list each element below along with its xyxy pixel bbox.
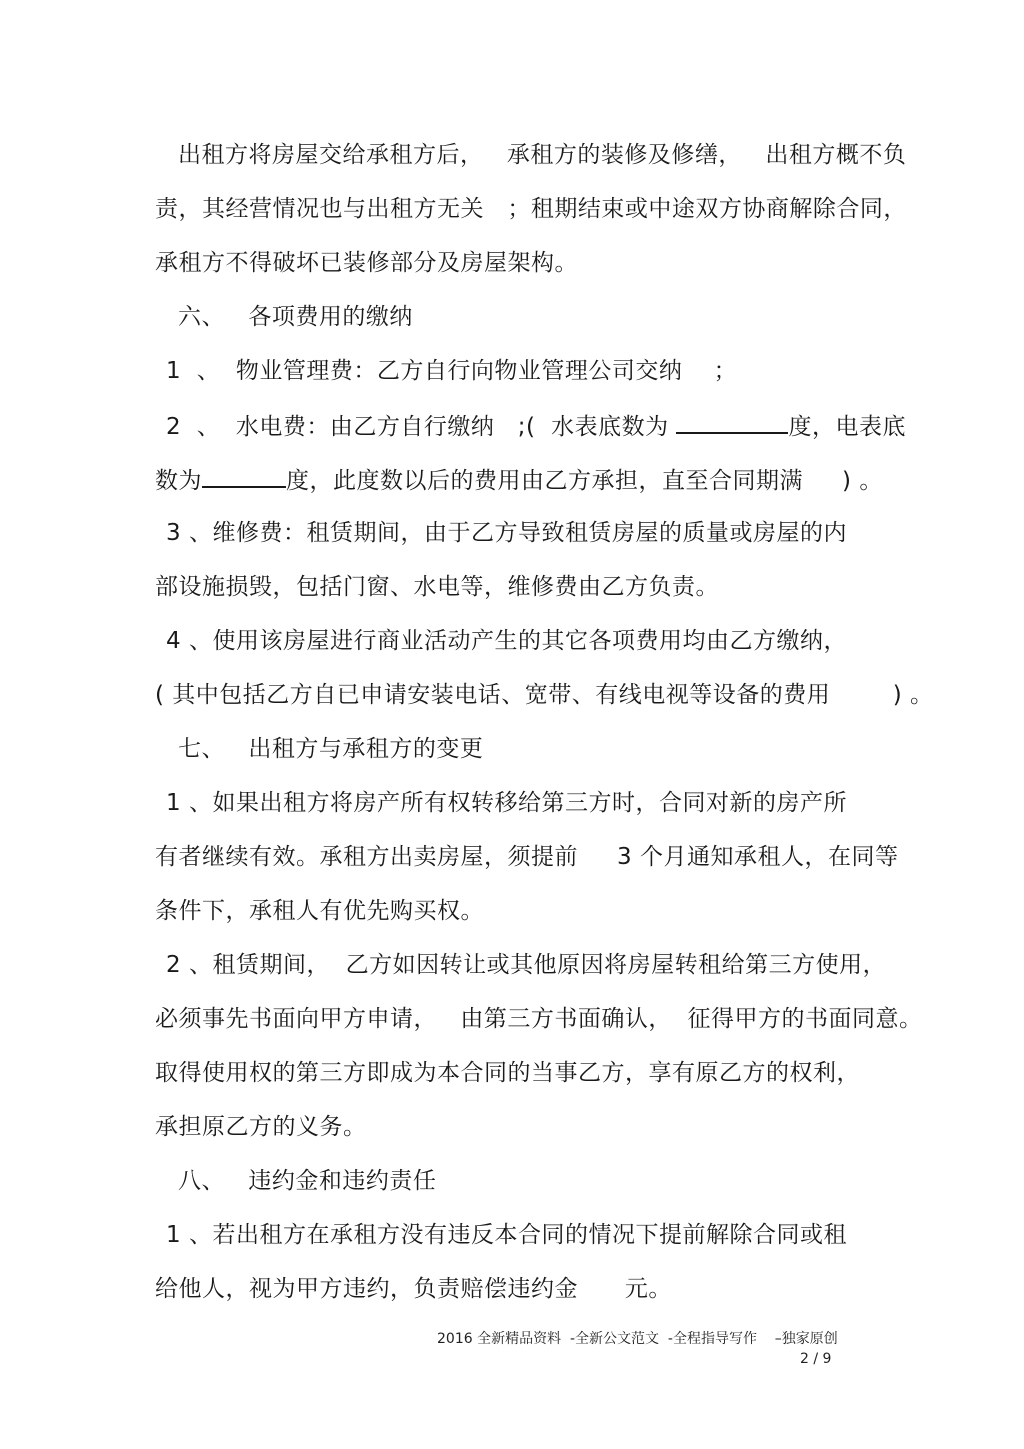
clause-8-1-line1: 1 、若出租方在承租方没有违反本合同的情况下提前解除合同或租 [166,1222,847,1248]
paragraph-line: 承租方不得破坏已装修部分及房屋架构。 [155,250,578,276]
clause-7-1-line1: 1 、如果出租方将房产所有权转移给第三方时，合同对新的房产所 [166,790,847,816]
clause-6-2-text-c: 数为 [155,468,202,494]
clause-7-2-line4: 承担原乙方的义务。 [155,1114,367,1140]
clause-6-3-line1: 3 、维修费：租赁期间，由于乙方导致租赁房屋的质量或房屋的内 [166,520,847,546]
clause-7-2-line3: 取得使用权的第三方即成为本合同的当事乙方，享有原乙方的权利， [155,1060,860,1086]
clause-7-2-line1: 2 、租赁期间， 乙方如因转让或其他原因将房屋转租给第三方使用， [166,952,887,978]
section-heading-8: 八、 违约金和违约责任 [178,1168,437,1194]
paragraph-line: 责，其经营情况也与出租方无关 ；租期结束或中途双方协商解除合同， [155,196,907,222]
clause-6-4-line2: ( 其中包括乙方自已申请安装电话、宽带、有线电视等设备的费用 ) 。 [155,682,934,708]
clause-6-4-line1: 4 、使用该房屋进行商业活动产生的其它各项费用均由乙方缴纳， [166,628,847,654]
clause-7-1-line3: 条件下，承租人有优先购买权。 [155,898,484,924]
clause-6-1: 1 、 物业管理费：乙方自行向物业管理公司交纳 ； [166,358,738,384]
clause-6-2-text-b: 度，电表底 [788,414,906,440]
water-meter-blank [676,410,788,434]
clause-6-3-line2: 部设施损毁，包括门窗、水电等，维修费由乙方负责。 [155,574,719,600]
section-heading-6: 六、 各项费用的缴纳 [178,304,413,330]
clause-6-2-text-a: 2 、 水电费：由乙方自行缴纳 ;( 水表底数为 [166,414,677,440]
clause-6-2-line2 [155,464,883,496]
footer-tagline: 2016 全新精品资料 -全新公文范文 -全程指导写作 –独家原创 [437,1331,838,1347]
clause-7-2-line2: 必须事先书面向甲方申请， 由第三方书面确认， 征得甲方的书面同意。 [155,1006,923,1032]
clause-6-2-line1 [166,410,906,442]
clause-6-2-text-d: 度，此度数以后的费用由乙方承担，直至合同期满 ) 。 [286,468,883,494]
section-heading-7: 七、 出租方与承租方的变更 [178,736,484,762]
clause-8-1-line2: 给他人，视为甲方违约，负责赔偿违约金 元。 [155,1276,672,1302]
paragraph-line: 出租方将房屋交给承租方后， 承租方的装修及修缮， 出租方概不负 [178,142,907,168]
electric-meter-blank [202,464,286,488]
page-number: 2 / 9 [800,1351,832,1367]
clause-7-1-line2: 有者继续有效。承租方出卖房屋，须提前 3 个月通知承租人，在同等 [155,844,899,870]
